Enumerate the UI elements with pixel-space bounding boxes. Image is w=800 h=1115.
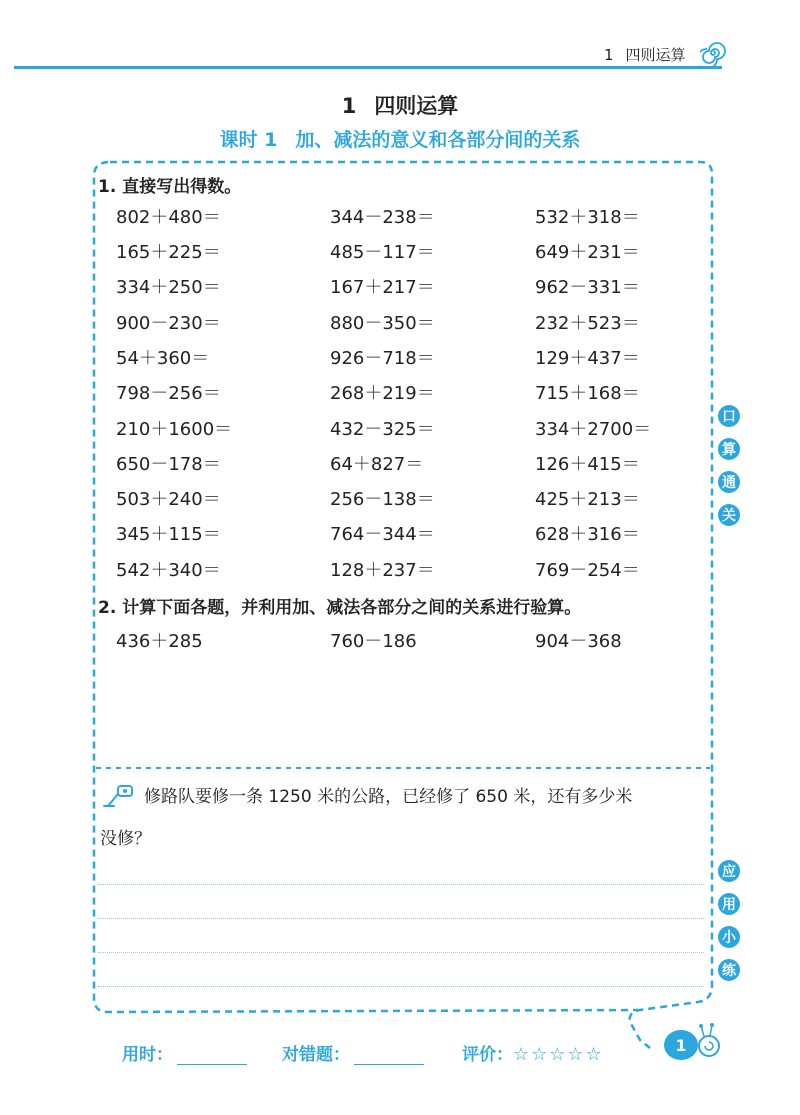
q1-expr: 334＋250＝: [116, 277, 221, 298]
running-header-chapter-number: 1: [604, 46, 614, 64]
time-label: 用时：: [122, 1045, 173, 1065]
application-problem: [100, 776, 712, 860]
snail-icon: [692, 1022, 726, 1062]
q1-expr: 542＋340＝: [116, 560, 221, 581]
q2-expr: 436＋285: [116, 631, 203, 652]
q1-expr: 900－230＝: [116, 313, 221, 334]
page-number: 1: [664, 1030, 698, 1060]
q1-expr: 962－331＝: [535, 277, 640, 298]
side-tab-oral-4: 关: [718, 504, 740, 526]
q1-expr: 256－138＝: [330, 489, 435, 510]
q2-expr: 904－368: [535, 631, 622, 652]
time-field: [122, 1040, 247, 1065]
q1-expr: 54＋360＝: [116, 348, 210, 369]
rating-field: [462, 1040, 604, 1065]
q1-expr: 715＋168＝: [535, 383, 640, 404]
q1-expr: 485－117＝: [330, 242, 435, 263]
q1-expr: 769－254＝: [535, 560, 640, 581]
q1-expr: 129＋437＝: [535, 348, 640, 369]
q1-expr: 268＋219＝: [330, 383, 435, 404]
q1-title: 1. 直接写出得数。: [98, 177, 242, 197]
q1-expr: 334＋2700＝: [535, 419, 652, 440]
lesson-name: 加、减法的意义和各部分间的关系: [295, 129, 581, 151]
answer-line: [98, 918, 704, 919]
q1-expr: 167＋217＝: [330, 277, 435, 298]
rating-label: 评价：: [462, 1045, 513, 1065]
errors-blank[interactable]: [354, 1046, 424, 1065]
answer-line: [98, 884, 704, 885]
side-tab-app-4: 练: [718, 959, 740, 981]
chapter-number: 1: [341, 94, 357, 118]
q1-expr: 432－325＝: [330, 419, 435, 440]
q1-expr: 650－178＝: [116, 454, 221, 475]
side-tab-oral-3: 通: [718, 471, 740, 493]
side-tab-app-3: 小: [718, 926, 740, 948]
q1-expr: 64＋827＝: [330, 454, 424, 475]
q1-expr: 126＋415＝: [535, 454, 640, 475]
q1-expr: 798－256＝: [116, 383, 221, 404]
side-tab-app-1: 应: [718, 860, 740, 882]
q1-expr: 628＋316＝: [535, 524, 640, 545]
q1-expr: 344－238＝: [330, 207, 435, 228]
q1-expr: 128＋237＝: [330, 560, 435, 581]
q2-title: 2. 计算下面各题，并利用加、减法各部分之间的关系进行验算。: [98, 598, 582, 618]
q2-expr: 760－186: [330, 631, 417, 652]
running-header-chapter-name: 四则运算: [625, 46, 686, 64]
q1-expr: 425＋213＝: [535, 489, 640, 510]
application-line-1: 修路队要修一条 1250 米的公路，已经修了 650 米，还有多少米: [144, 787, 633, 807]
side-tab-oral-2: 算: [718, 438, 740, 460]
side-tab-oral-1: 口: [718, 405, 740, 427]
side-tab-app-2: 用: [718, 893, 740, 915]
errors-label: 对错题：: [282, 1045, 350, 1065]
q1-expr: 165＋225＝: [116, 242, 221, 263]
q1-expr: 232＋523＝: [535, 313, 640, 334]
q1-expr: 503＋240＝: [116, 489, 221, 510]
rating-stars[interactable]: ☆☆☆☆☆: [513, 1044, 604, 1065]
answer-line: [98, 986, 704, 987]
lesson-label: 课时 1: [219, 129, 278, 151]
chapter-name: 四则运算: [374, 94, 459, 118]
q1-expr: 926－718＝: [330, 348, 435, 369]
time-blank[interactable]: [177, 1046, 247, 1065]
answer-line: [98, 952, 704, 953]
q1-expr: 802＋480＝: [116, 207, 221, 228]
q1-expr: 345＋115＝: [116, 524, 221, 545]
q1-expr: 880－350＝: [330, 313, 435, 334]
q1-expr: 649＋231＝: [535, 242, 640, 263]
application-line-2: 没修？: [100, 829, 151, 849]
q1-expr: 532＋318＝: [535, 207, 640, 228]
q1-expr: 210＋1600＝: [116, 419, 233, 440]
errors-field: [282, 1040, 424, 1065]
q1-expr: 764－344＝: [330, 524, 435, 545]
